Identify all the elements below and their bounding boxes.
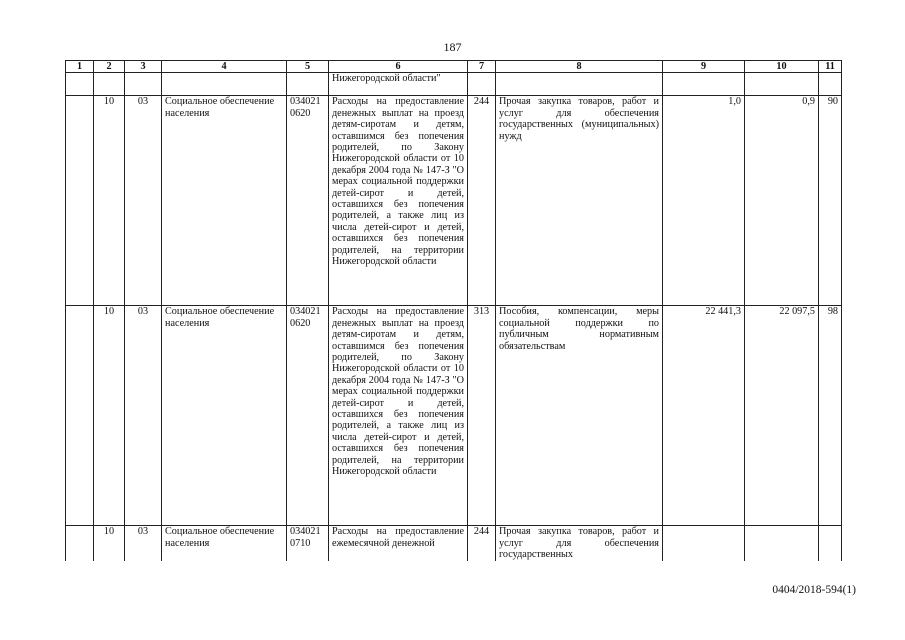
actual-amount: 0,9 bbox=[745, 96, 819, 306]
table-cell bbox=[66, 96, 94, 306]
planned-amount bbox=[663, 526, 745, 561]
section-name: Социальное обеспечение населения bbox=[162, 96, 287, 306]
section-name: Социальное обеспечение населения bbox=[162, 526, 287, 561]
target-article-code: 034021 0620 bbox=[287, 306, 329, 526]
column-number: 9 bbox=[663, 61, 745, 73]
expense-description: Расходы на предоставление ежемесячной денежной bbox=[329, 526, 468, 561]
column-number: 8 bbox=[496, 61, 663, 73]
budget-table bbox=[65, 60, 842, 561]
expense-type-code: 313 bbox=[468, 306, 496, 526]
expense-type-name: Пособия, компенсации, меры социальной поддержки по публичным нормативным обязательствам bbox=[496, 306, 663, 526]
column-number: 7 bbox=[468, 61, 496, 73]
expense-description: Расходы на предоставление денежных выплат на проезд детям-сиротам и детям, оставшимся без попечения родителей, по Закону Нижегородской области от 10 декабря 2004 года № 147-З "О мерах социальной поддержки детей-сирот и детей, оставшихся без попечения родителей, а также лиц из числа детей-сирот и детей, оставшихся без попечения родителей, на территории Нижегородской области bbox=[329, 96, 468, 306]
column-number: 6 bbox=[329, 61, 468, 73]
table-cell bbox=[66, 306, 94, 526]
execution-percent bbox=[819, 526, 842, 561]
section-code: 10 bbox=[94, 526, 125, 561]
table-cell bbox=[125, 73, 162, 96]
column-number: 4 bbox=[162, 61, 287, 73]
expense-description: Расходы на предоставление денежных выплат на проезд детям-сиротам и детям, оставшимся без попечения родителей, по Закону Нижегородской области от 10 декабря 2004 года № 147-З "О мерах социальной поддержки детей-сирот и детей, оставшихся без попечения родителей, а также лиц из числа детей-сирот и детей, оставшихся без попечения родителей, на территории Нижегородской области bbox=[329, 306, 468, 526]
column-number: 10 bbox=[745, 61, 819, 73]
section-name: Социальное обеспечение населения bbox=[162, 306, 287, 526]
section-code: 10 bbox=[94, 96, 125, 306]
subsection-code: 03 bbox=[125, 306, 162, 526]
column-number: 3 bbox=[125, 61, 162, 73]
execution-percent: 90 bbox=[819, 96, 842, 306]
planned-amount: 1,0 bbox=[663, 96, 745, 306]
document-code: 0404/2018-594(1) bbox=[772, 584, 856, 596]
execution-percent: 98 bbox=[819, 306, 842, 526]
expense-type-name: Прочая закупка товаров, работ и услуг для обеспечения государственных bbox=[496, 526, 663, 561]
table-row bbox=[66, 96, 842, 306]
column-number: 2 bbox=[94, 61, 125, 73]
table-cell bbox=[745, 73, 819, 96]
table-cell bbox=[66, 73, 94, 96]
table-cell bbox=[94, 73, 125, 96]
actual-amount bbox=[745, 526, 819, 561]
target-article-code: 034021 0620 bbox=[287, 96, 329, 306]
column-number: 1 bbox=[66, 61, 94, 73]
column-number: 5 bbox=[287, 61, 329, 73]
table-cell bbox=[162, 73, 287, 96]
column-number: 11 bbox=[819, 61, 842, 73]
table-cell: Нижегородской области" bbox=[329, 73, 468, 96]
section-code: 10 bbox=[94, 306, 125, 526]
expense-type-code: 244 bbox=[468, 526, 496, 561]
actual-amount: 22 097,5 bbox=[745, 306, 819, 526]
target-article-code: 034021 0710 bbox=[287, 526, 329, 561]
table-row bbox=[66, 306, 842, 526]
table-row bbox=[66, 526, 842, 561]
planned-amount: 22 441,3 bbox=[663, 306, 745, 526]
expense-type-name: Прочая закупка товаров, работ и услуг для обеспечения государственных (муниципальных) нужд bbox=[496, 96, 663, 306]
continuation-row bbox=[66, 73, 842, 96]
table-cell bbox=[496, 73, 663, 96]
column-number-row bbox=[66, 61, 842, 73]
subsection-code: 03 bbox=[125, 526, 162, 561]
table-cell bbox=[663, 73, 745, 96]
subsection-code: 03 bbox=[125, 96, 162, 306]
table-cell bbox=[819, 73, 842, 96]
table-cell bbox=[287, 73, 329, 96]
page-number: 187 bbox=[443, 40, 462, 54]
table-cell bbox=[66, 526, 94, 561]
expense-type-code: 244 bbox=[468, 96, 496, 306]
table-cell bbox=[468, 73, 496, 96]
